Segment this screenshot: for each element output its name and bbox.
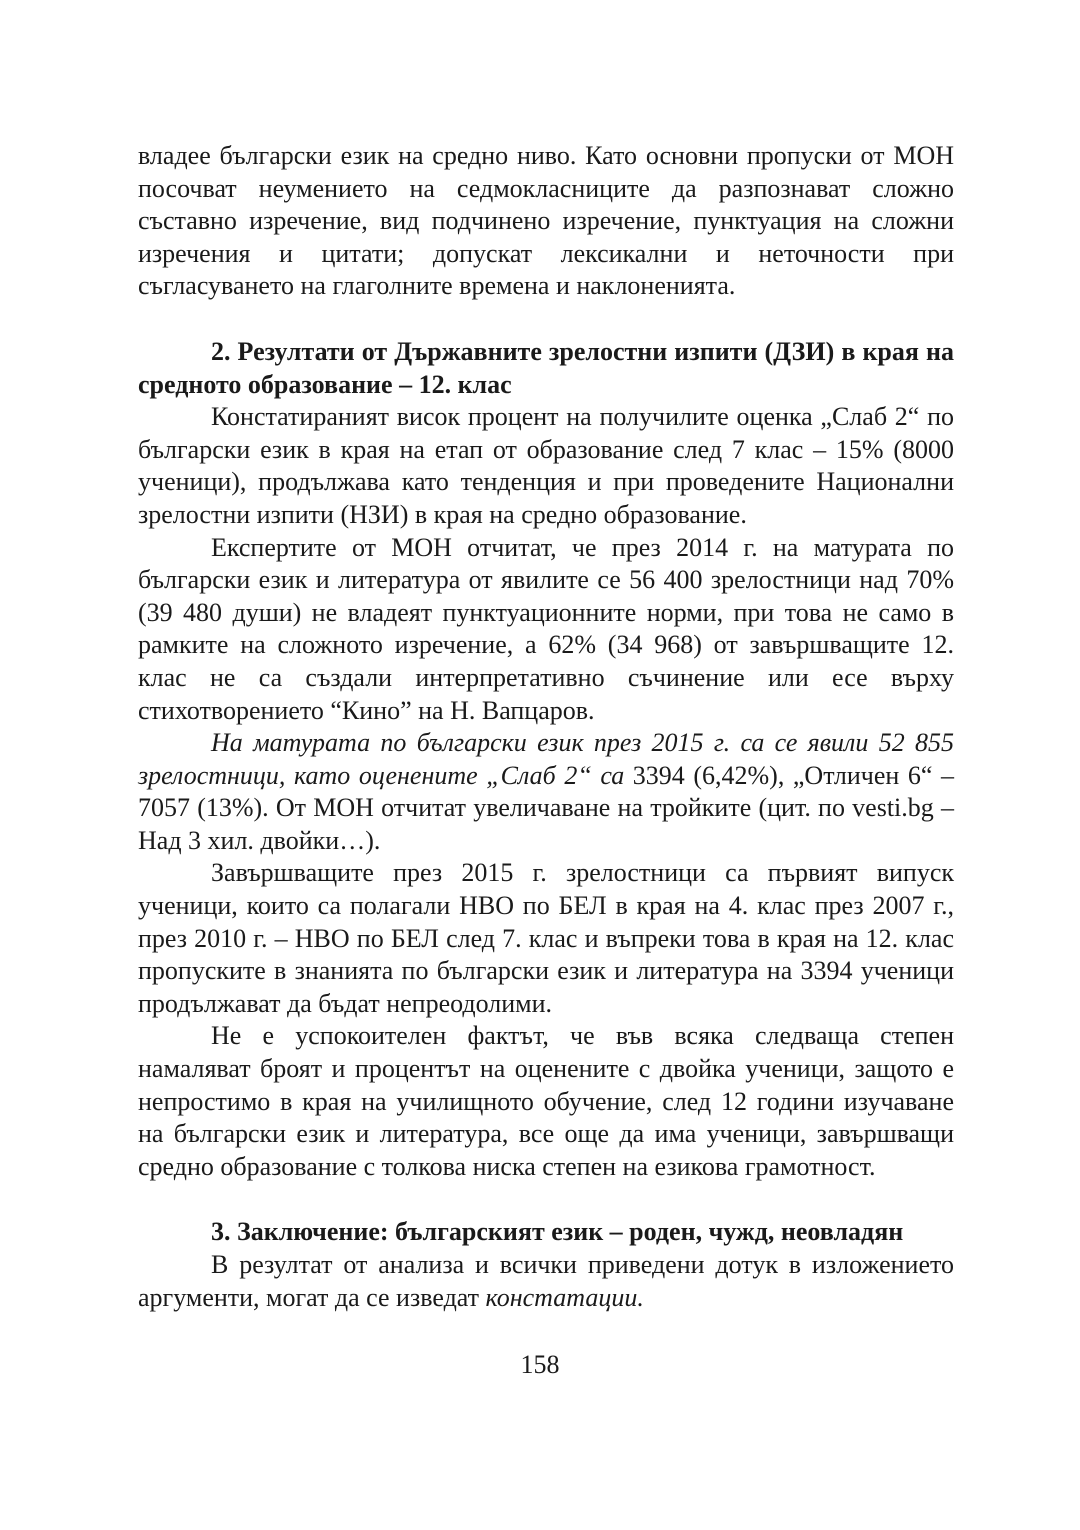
- paragraph-matura-2015-rest: 3394 (6,42%), „Отличен 6“ – 7057 (13%). От МОН отчитат увеличаване на тройките (цит. по vesti.bg – Над 3 хил. двойки…).: [138, 760, 954, 855]
- page-body: [138, 140, 954, 1314]
- spacer: [138, 1183, 954, 1216]
- paragraph-conclusion-italic: констатации.: [485, 1282, 644, 1312]
- section-2-heading: 2. Резултати от Държавните зрелостни изпити (ДЗИ) в края на средното образование – 12. клас: [138, 336, 954, 399]
- paragraph-matura-2015-italic: На матурата по български език през 2015 г. са се явили 52 855 зрелостници, като оценените „Слаб 2“ са: [138, 728, 954, 790]
- paragraph-not-reassuring: Не е успокоителен фактът, че във всяка следваща степен намаляват броят и процентът на оценените с двойка ученици, защото е непростимо в края на училищното обучение, след 12 години изучаване на български език и литература, все още да има ученици, завършващи средно образование с толкова ниска степен на езикова грамотност.: [138, 1021, 954, 1181]
- paragraph-matura-2015: [138, 727, 954, 857]
- paragraph-continuation: владее български език на средно ниво. Като основни пропуски от МОН посочват неумението на седмокласниците да разпознават сложно съставно изречение, вид подчинено изречение, пунктуация на сложни изречения и цитати; допускат лексикални и неточности при съгласуването на глаголните времена и наклоненията.: [138, 141, 954, 301]
- paragraph-conclusion: [138, 1249, 954, 1314]
- section-3-heading: 3. Заключение: българският език – роден, чужд, неовладян: [211, 1217, 904, 1247]
- page-number: 158: [520, 1350, 560, 1379]
- paragraph-conclusion-text: В резултат от анализа и всички приведени дотук в изложението аргументи, могат да се изведат: [138, 1250, 954, 1312]
- paragraph-graduates-2015: Завършващите през 2015 г. зрелостници са първият випуск ученици, които са полагали НВО по БЕЛ в края на 4. клас през 2007 г., през 2010 г. – НВО по БЕЛ след 7. клас и въпреки това в края на 12. клас пропуските в знанията по български език и литература на 3394 ученици продължават да бъдат непреодолими.: [138, 858, 954, 1018]
- spacer: [138, 303, 954, 336]
- paragraph-ncs-results: Констатираният висок процент на получилите оценка „Слаб 2“ по български език в края на етап от образование след 7 клас – 15% (8000 ученици), продължава като тенденция и при проведените Национални зрелостни изпити (НЗИ) в края на средно образование.: [138, 402, 954, 529]
- paragraph-experts-2014: Експертите от МОН отчитат, че през 2014 г. на матурата по български език и литература от явилите се 56 400 зрелостници над 70% (39 480 души) не владеят пунктуационните норми, при това не само в рамките на сложното изречение, а 62% (34 968) от завършващите 12. клас не са създали интерпретативно съчинение или есе върху стихотворението “Кино” на Н. Вапцаров.: [138, 532, 954, 725]
